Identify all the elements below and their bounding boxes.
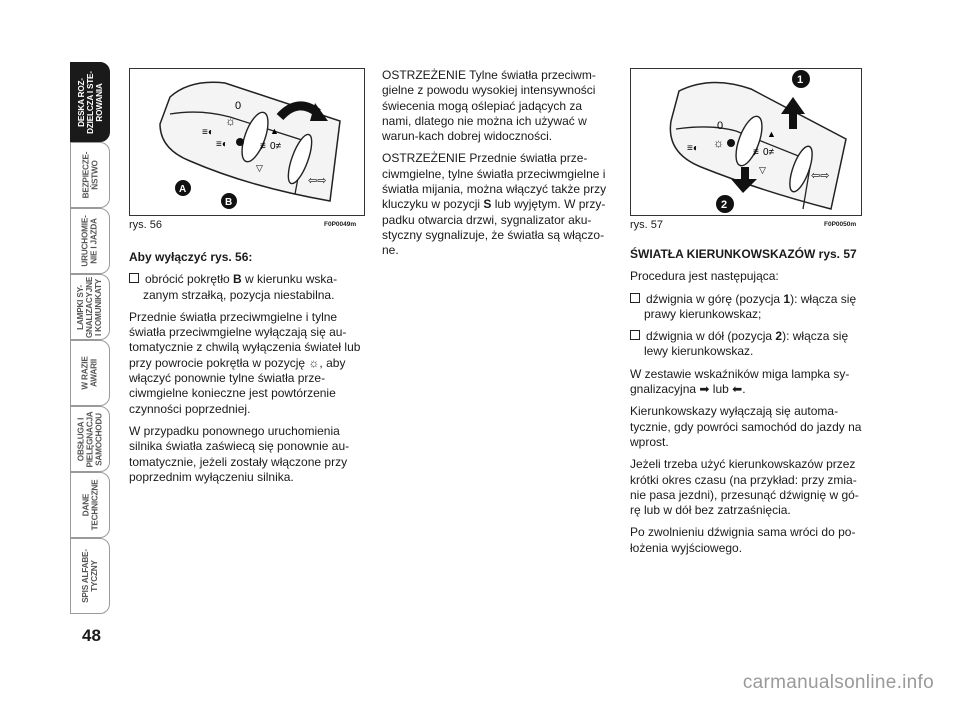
- tab-obsluga[interactable]: OBSŁUGA I PIELĘGNACJA SAMOCHODU: [70, 406, 110, 472]
- sun-icon: ☼: [713, 136, 724, 150]
- checkbox-bullet-icon: [129, 273, 139, 283]
- arrow-up-icon: ▲: [270, 126, 279, 136]
- sun-icon: ☼: [308, 355, 320, 370]
- bullet-item: dźwignia w dół (pozycja 2): włącza się lewy kierunkowskaz.: [630, 329, 862, 360]
- column-2: [382, 68, 614, 266]
- turn-signal-icon: ⇦⇨: [811, 170, 830, 182]
- bullet-item: dźwignia w górę (pozycja 1): włącza się prawy kierunkowskaz;: [630, 292, 862, 323]
- arrow-up-icon: ▲: [767, 129, 776, 139]
- paragraph: Przednie światła przeciwmgielne i tylne światła przeciwmgielne wyłączają się au-tomatycznie z chwilą wyłączenia świateł lub przy powrocie pokrętła w pozycję ☼, aby włączyć ponownie tylne światła prze-ciwmgielne konieczne jest powtórzenie czynności poprzedniej.: [129, 309, 361, 416]
- label-1: 1: [797, 74, 804, 86]
- figure-56-caption: rys. 56: [129, 219, 163, 231]
- low-beam-icon: ≡◐: [216, 139, 228, 150]
- turn-left-icon: ⬅: [732, 382, 743, 397]
- zero-mark: 0: [717, 120, 724, 132]
- figure-57: [630, 68, 862, 216]
- warning-paragraph: OSTRZEŻENIE Tylne światła przeciwm-gielne z powodu wysokiej intensywności świecenia mogą oślepiać jadących za nami, dlatego nie można ich używać w warun-kach dobrej widoczności.: [382, 68, 596, 144]
- checkbox-bullet-icon: [630, 293, 640, 303]
- figure-56: [129, 68, 365, 216]
- arrow-down-icon: ▽: [759, 165, 766, 175]
- paragraph: Procedura jest następująca:: [630, 269, 779, 284]
- bullet-item: obrócić pokrętło B w kierunku wska-zanym strzałką, pozycja niestabilna.: [129, 272, 365, 303]
- checkbox-bullet-icon: [630, 330, 640, 340]
- label-a: A: [179, 184, 187, 195]
- section-heading: ŚWIATŁA KIERUNKOWSKAZÓW rys. 57: [630, 247, 857, 261]
- tab-spis-alfabetyczny[interactable]: SPIS ALFABE- TYCZNY: [70, 538, 110, 614]
- watermark: carmanualsonline.info: [742, 672, 934, 693]
- section-heading: Aby wyłączyć rys. 56:: [129, 250, 253, 264]
- column-1: [129, 250, 365, 492]
- fog-light-icon: ≢0≠: [260, 141, 282, 152]
- page-number: 48: [82, 626, 101, 645]
- tab-bezpieczenstwo[interactable]: BEZPIECZE- ŃSTWO: [70, 142, 110, 208]
- paragraph: Jeżeli trzeba użyć kierunkowskazów przez krótki okres czasu (na przykład: przy zmia-nie pasa jezdni), przesunąć dźwignię w gó-rę lub w dół bez zatrzaśnięcia.: [630, 457, 859, 518]
- arrow-down-icon: ▽: [256, 163, 263, 173]
- tab-dane-techniczne[interactable]: DANE TECHNICZNE: [70, 472, 110, 538]
- tab-lampki[interactable]: LAMPKI SY- GNALIZACYJNE I KOMUNIKATY: [70, 274, 110, 340]
- low-beam-icon: ≡◐: [687, 143, 699, 154]
- turn-signal-icon: ⇦⇨: [308, 175, 327, 187]
- figure-57-caption: rys. 57: [630, 219, 664, 231]
- zero-mark: 0: [235, 100, 242, 112]
- tab-uruchomienie[interactable]: URUCHOMIE- NIE I JAZDA: [70, 208, 110, 274]
- paragraph: W przypadku ponownego uruchomienia silnika światła zaświecą się ponownie au-tomatycznie, jeżeli zostały włączone przy poprzednim wyłączeniu silnika.: [129, 423, 350, 484]
- paragraph: Kierunkowskazy wyłączają się automa-tycznie, gdy powróci samochód do jazdy na wprost.: [630, 404, 862, 449]
- light-stalk-illustration: [130, 69, 364, 215]
- tab-deska-rozdzielcza[interactable]: DESKA ROZ- DZIELCZA I STE- ROWANIA: [70, 62, 110, 142]
- sun-icon: ☼: [225, 114, 236, 128]
- figure-56-code: F0P0049m: [324, 221, 357, 228]
- parking-light-icon: ≡◐: [202, 127, 214, 138]
- turn-right-icon: ➡: [699, 382, 710, 397]
- warning-paragraph: OSTRZEŻENIE Przednie światła prze-ciwmgielne, tylne światła przeciwmgielne i światła mijania, można włączyć także przy kluczyku w pozycji S lub wyjętym. W przy-padku otwarcia drzwi, sygnalizator aku-styczny sygnalizuje, że światła są włączo-ne.: [382, 151, 607, 258]
- label-2: 2: [721, 199, 728, 211]
- label-b: B: [225, 197, 233, 208]
- tab-awarii[interactable]: W RAZIE AWARII: [70, 340, 110, 406]
- figure-57-code: F0P0050m: [824, 221, 857, 228]
- paragraph: Po zwolnieniu dźwignia sama wróci do po-łożenia wyjściowego.: [630, 525, 856, 555]
- paragraph: W zestawie wskaźników miga lampka sy-gnalizacyjna ➡ lub ⬅.: [630, 366, 850, 397]
- fog-light-icon: ≢0≠: [753, 147, 775, 158]
- column-3: [630, 247, 862, 563]
- turn-signal-stalk-illustration: [631, 69, 861, 215]
